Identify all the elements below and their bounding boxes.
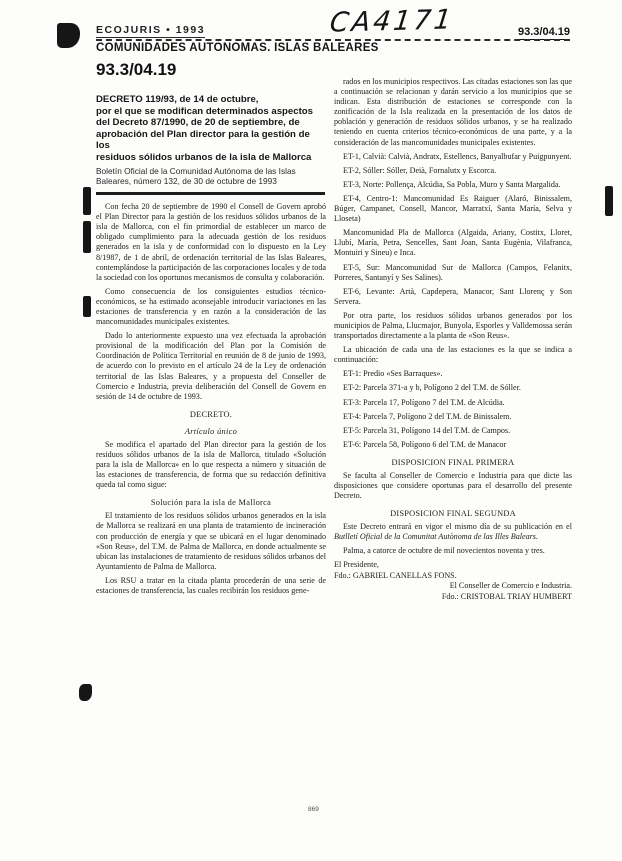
- official-bulletin-source: Boletín Oficial de la Comunidad Autónoma de las Islas Baleares, número 132, de 30 de octubre de 1993: [96, 165, 296, 186]
- paragraph-solution-2: Los RSU a tratar en la citada planta procederán de una serie de estaciones de transferencia, las cuales recibirán los residuos gene-: [96, 575, 326, 595]
- final-disposition-first-heading: DISPOSICION FINAL PRIMERA: [391, 457, 515, 467]
- paragraph-final-first: Se faculta al Conseller de Comercio e Industria para que dicte las disposiciones que considere oportunas para el desarrollo del presente Decreto.: [334, 470, 572, 501]
- conseller-signature: Fdo.: CRISTOBAL TRIAY HUMBERT: [441, 591, 572, 601]
- paragraph-background-2: Como consecuencia de los consiguientes estudios técnico-económicos, se ha estimado aconsejable introducir variaciones en las estaciones de transferencia y en razón a la consideración de las mancomunidades municipales existentes.: [96, 286, 326, 327]
- location-item-et5: ET-5: Parcela 31, Polígono 14 del T.M. de Campos.: [343, 425, 511, 435]
- conseller-title: El Conseller de Comercio e Industria.: [449, 581, 572, 591]
- station-item-et1: ET-1, Calvià: Calvià, Andratx, Estellencs, Banyalbufar y Puigpunyent.: [343, 151, 572, 161]
- scan-artifact: [83, 296, 91, 317]
- station-item-pla-mallorca: Mancomunidad Pla de Mallorca (Algaida, Ariany, Costitx, Lloret, Llubí, María, Petra, Sencelles, Sant Joan, Santa Eugènia, Vilafranca, Montuiri y Sineu) e Inca.: [334, 228, 572, 258]
- article-ref-heading: 93.3/04.19: [96, 60, 177, 79]
- doc-reference-header: 93.3/04.19: [518, 26, 570, 38]
- location-item-et2: ET-2: Parcela 371-a y b, Polígono 2 del T.M. de Sóller.: [343, 383, 521, 393]
- decree-title-line: residuos sólidos urbanos de la isla de Mallorca: [96, 151, 312, 163]
- president-signature: Fdo.: GABRIEL CANELLAS FONS.: [334, 570, 457, 580]
- station-item-et3: ET-3, Norte: Pollença, Alcúdia, Sa Pobla, Muro y Santa Margalida.: [343, 179, 561, 189]
- article-unique-heading: Artículo único: [184, 426, 238, 436]
- decree-title-line: DECRETO 119/93, de 14 de octubre,: [96, 94, 259, 105]
- section-title: COMUNIDADES AUTONOMAS. ISLAS BALEARES: [96, 42, 379, 54]
- station-item-et2: ET-2, Sóller: Sóller, Deià, Fornalutx y Escorca.: [343, 165, 497, 175]
- paragraph-date-place: Palma, a catorce de octubre de mil novecientos noventa y tres.: [343, 546, 545, 556]
- paragraph-background-3: Dado lo anteriormente expuesto una vez efectuada la aprobación provisional de la modificación del Plan por la Comisión de Coordinación de Política Territorial en reunión de 8 de junio de 1993, de acuerdo con lo previsto en el artículo 24 de la Ley de ordenación territorial de las Islas Baleares, y a propuesta del Conseller de Comercio e Industria, previa deliberación del Consell de Govern en sesión de 14 de octubre de 1993.: [96, 331, 326, 401]
- paragraph-background-1: Con fecha 20 de septiembre de 1990 el Consell de Govern aprobó el Plan Director para la gestión de los residuos sólidos urbanos de la isla de Mallorca, con el fin primordial de establecer un marco de obligado cumplimiento para la adecuada gestión de los residuos generados en la isla y de conformidad con lo dispuesto en la Ley 8/1987, de 1 de abril, de ordenación territorial de las Islas Baleares, contemplándose la participación de las corporaciones locales y de toda la sociedad con los oportunos mecanismos de consulta y colaboración.: [96, 202, 326, 282]
- station-item-et4: ET-4, Centro-1: Mancomunidad Es Raiguer (Alaró, Binissalem, Búger, Campanet, Consell, Mancor, Marratxí, Santa María, Selva y Lloseta): [334, 193, 572, 224]
- paragraph-article-unique: Se modifica el apartado del Plan director para la gestión de los residuos sólidos urbanos de la isla de Mallorca, titulado «Solución para la isla de Mallorca» en lo que respecta a número y situación de las estaciones de transferencia, de forma que su redacción definitiva queda tal como sigue:: [96, 439, 326, 490]
- scan-artifact: [83, 221, 91, 253]
- decree-title-line: del Decreto 87/1990, de 20 de septiembre, de: [96, 117, 300, 129]
- paragraph-direct-transport: Por otra parte, los residuos sólidos urbanos generados por los municipios de Palma, Llucmajor, Bunyola, Esporles y Valldemossa serán transportados directamente a la planta de «Son Reus».: [334, 310, 572, 341]
- decree-title-block: [96, 94, 326, 164]
- scan-artifact: [57, 23, 80, 48]
- paragraph-locations-intro: La ubicación de cada una de las estaciones es la que se indica a continuación:: [334, 345, 572, 365]
- location-item-et3: ET-3: Parcela 17, Polígono 7 del T.M. de Alcúdia.: [343, 397, 505, 407]
- header-rule: [96, 39, 570, 41]
- left-column: [96, 60, 326, 600]
- scan-artifact: [605, 186, 613, 216]
- right-column: [334, 77, 572, 602]
- decree-title-line: aprobación del Plan director para la gestión de los: [96, 128, 310, 152]
- handwritten-code: CA4171: [328, 4, 456, 39]
- station-item-et5: ET-5, Sur: Mancomunidad Sur de Mallorca (Campos, Felanitx, Porreres, Santanyí y Ses Salines).: [334, 262, 572, 282]
- decree-heading: DECRETO.: [189, 409, 233, 419]
- scan-artifact: [79, 684, 92, 701]
- location-item-et6: ET-6: Parcela 58, Polígono 6 del T.M. de Manacor: [343, 439, 507, 449]
- journal-name: ECOJURIS • 1993: [96, 24, 206, 36]
- final-second-prefix: Este Decreto entrará en vigor el mismo día de su publicación en el: [343, 522, 572, 532]
- solution-heading: Solución para la isla de Mallorca: [150, 498, 272, 508]
- paragraph-final-second: [334, 522, 572, 542]
- final-disposition-second-heading: DISPOSICION FINAL SEGUNDA: [390, 509, 516, 519]
- location-item-et4: ET-4: Parcela 7, Polígono 2 del T.M. de Binissalem.: [343, 411, 512, 421]
- final-second-bulletin-name: Butlletí Oficial de la Comunitat Autònoma de las Illes Balears.: [334, 532, 538, 542]
- page-number: 869: [308, 806, 319, 813]
- decree-title-line: por el que se modifican determinados aspectos: [96, 105, 313, 117]
- scan-artifact: [83, 187, 91, 215]
- president-title: El Presidente,: [334, 560, 379, 570]
- location-item-et1: ET-1: Predio «Ses Barraques».: [343, 369, 443, 379]
- station-item-et6: ET-6, Levante: Artà, Capdepera, Manacor, Sant Llorenç y Son Servera.: [334, 286, 572, 306]
- paragraph-solution-1: El tratamiento de los residuos sólidos urbanos generados en la isla de Mallorca se realizará en una planta de tratamiento de incineración con producción de energía y que se ubicará en el lugar denominado «Son Reus», del T.M. de Palma de Mallorca, en donde actualmente se ubican las instalaciones de tratamiento de residuos sólidos urbanos del Ayuntamiento de Palma de Mallorca.: [96, 511, 326, 571]
- title-rule: [96, 192, 325, 196]
- paragraph-continuation: rados en los municipios respectivos. Las citadas estaciones son las que a continuación se relacionan y darán servicio a los municipios que se indican. Esta distribución de estaciones se corresponde con la zonificación de la Isla realizada en la presentación de los datos de población y generación de residuos sólidos urbanos, y se ha realizado teniendo en cuenta criterios técnico-económicos de una parte, y a la consideración de las mancomunidades municipales existentes.: [334, 77, 572, 147]
